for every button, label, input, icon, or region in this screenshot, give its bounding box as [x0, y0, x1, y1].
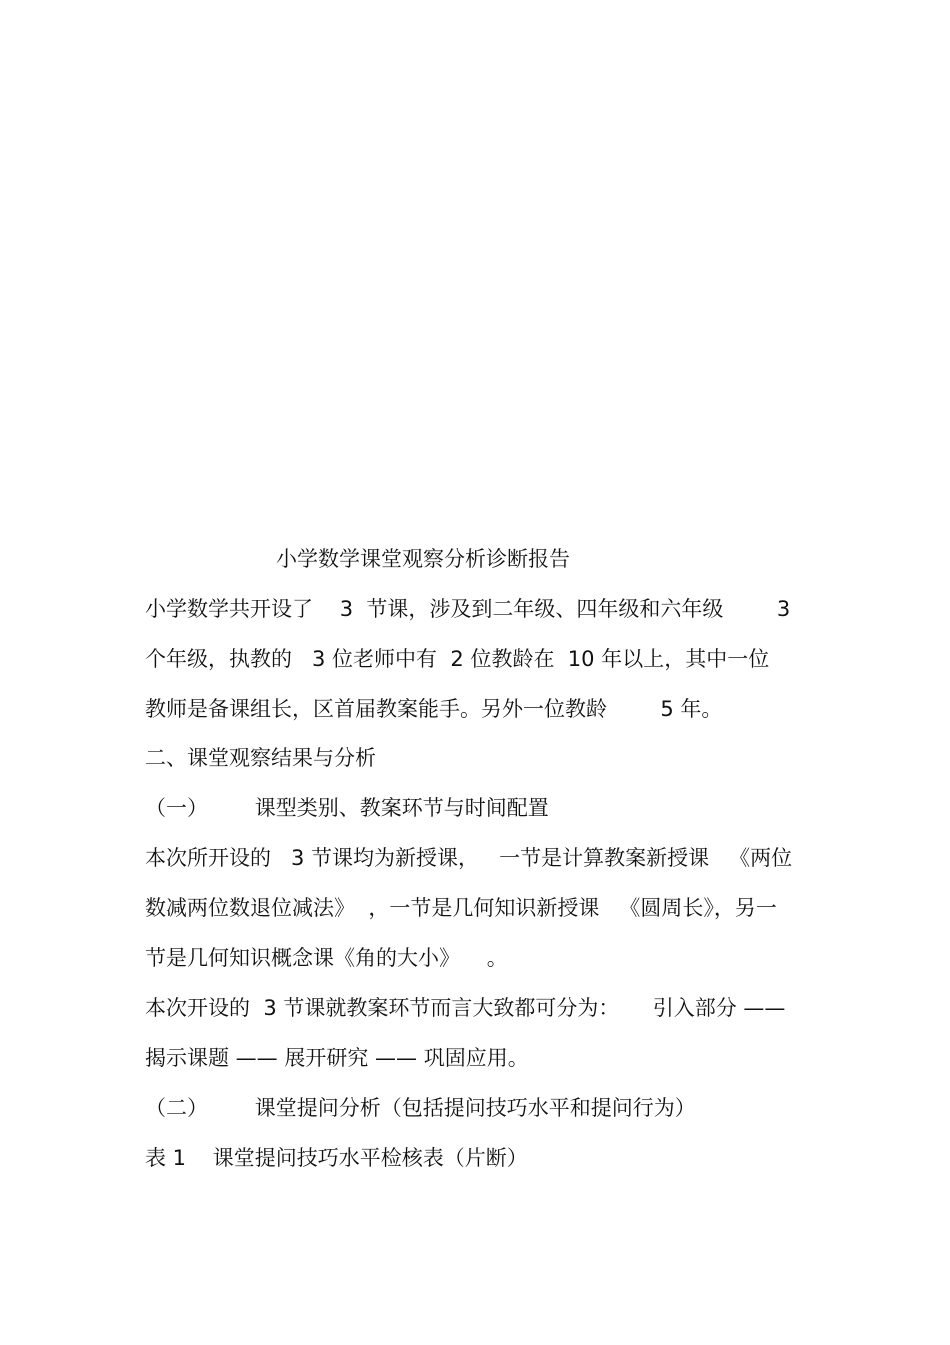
- paragraph-line: 节是几何知识概念课《角的大小》 。: [145, 946, 508, 970]
- paragraph-line: 揭示课题 —— 展开研究 —— 巩固应用。: [145, 1046, 529, 1070]
- paragraph-line: 教师是备课组长，区首届教案能手。另外一位教龄 5 年。: [145, 697, 723, 721]
- document-title: 小学数学课堂观察分析诊断报告: [276, 547, 570, 571]
- subsection-heading: （一） 课型类别、教案环节与时间配置: [145, 796, 549, 820]
- paragraph-line: 个年级，执教的 3 位老师中有 2 位教龄在 10 年以上，其中一位: [145, 647, 770, 671]
- paragraph-line: 本次所开设的 3 节课均为新授课， 一节是计算教案新授课 《两位: [145, 846, 793, 870]
- paragraph-line: 数减两位数退位减法》 ，一节是几何知识新授课 《圆周长》，另一: [145, 896, 777, 920]
- paragraph-line: 小学数学共开设了 3 节课，涉及到二年级、四年级和六年级 3: [145, 597, 791, 621]
- section-heading: 二、课堂观察结果与分析: [145, 746, 376, 770]
- subsection-heading: （二） 课堂提问分析（包括提问技巧水平和提问行为）: [145, 1096, 696, 1120]
- paragraph-line: 本次开设的 3 节课就教案环节而言大致都可分为： 引入部分 ——: [145, 996, 786, 1020]
- table-caption: 表 1 课堂提问技巧水平检核表（片断）: [145, 1146, 528, 1170]
